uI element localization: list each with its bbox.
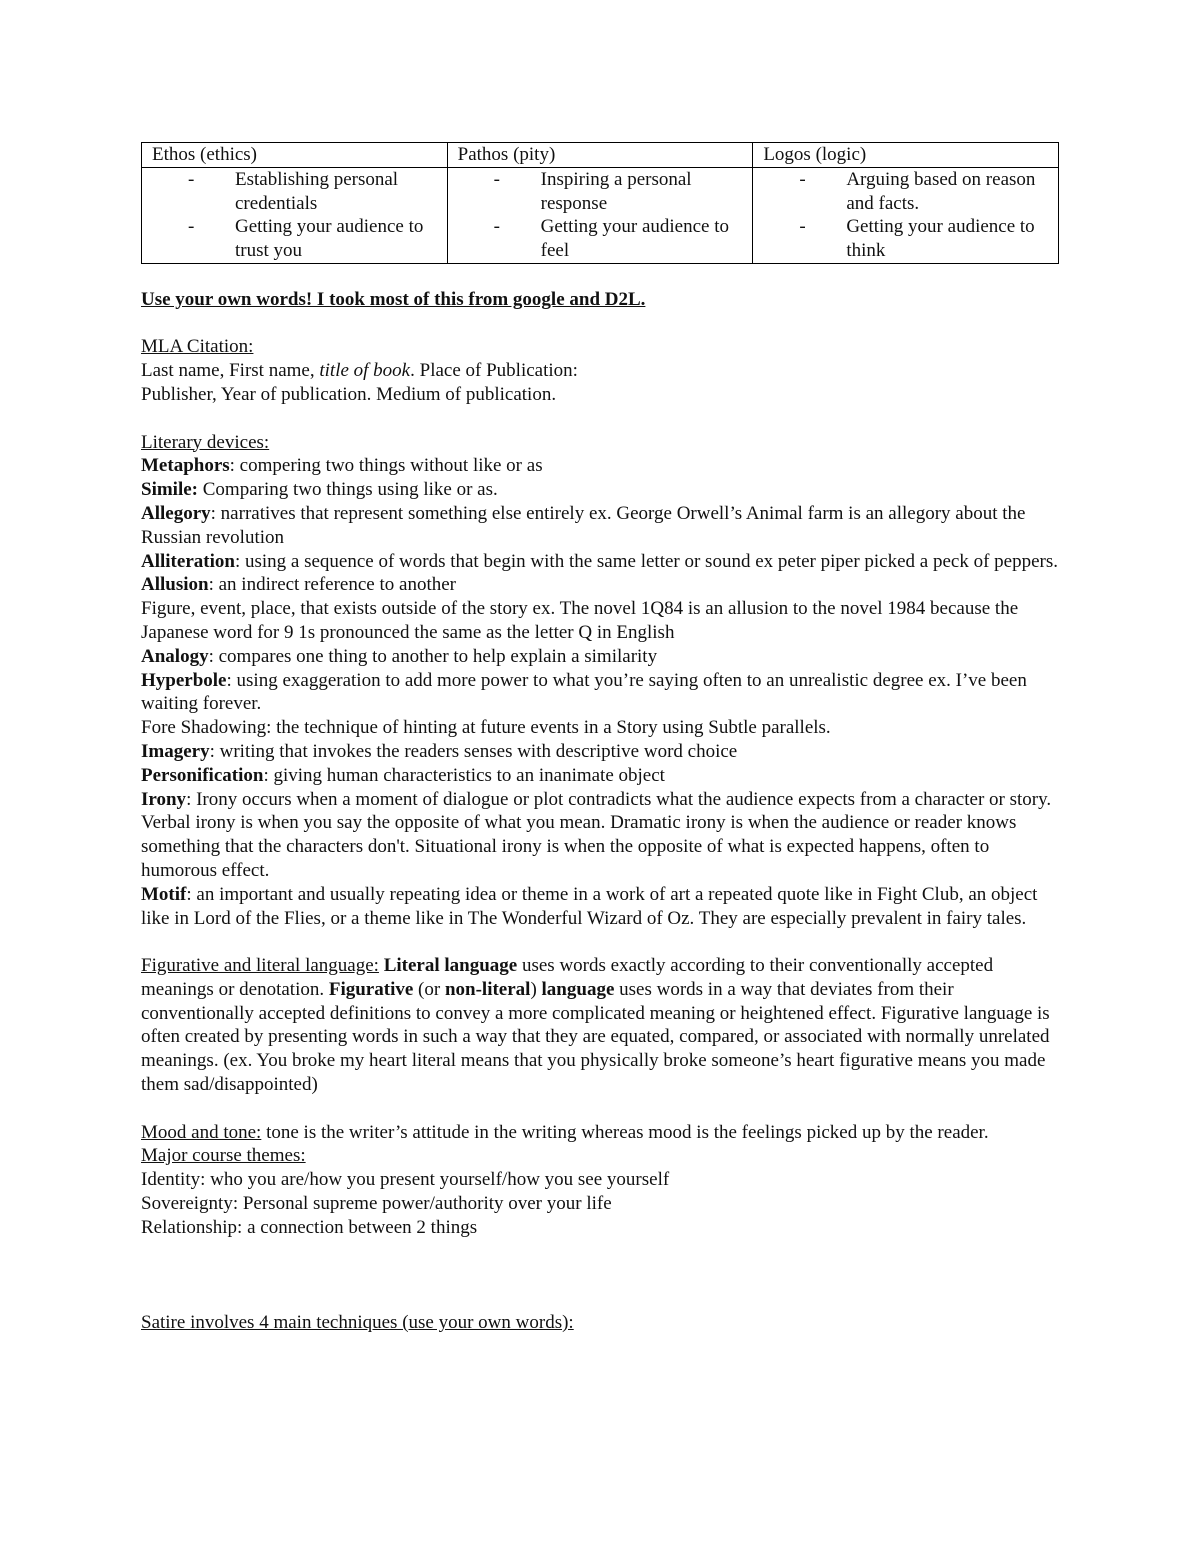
device-allusion: [141, 573, 1059, 597]
device-metaphors: [141, 454, 1059, 478]
logos-header: Logos (logic): [753, 143, 1059, 168]
figurative-paragraph: [141, 954, 1059, 1097]
text: ): [530, 978, 542, 1000]
list-item: [458, 215, 743, 263]
bullet-text: Arguing based on reason and facts.: [846, 168, 1036, 214]
definition: Comparing two things using like or as.: [198, 479, 498, 501]
bullet-dash: -: [188, 168, 195, 190]
term: Personification: [141, 764, 264, 786]
device-simile: [141, 478, 1059, 502]
bullet-text: Getting your audience to feel: [540, 216, 730, 262]
logos-cell: [753, 167, 1059, 263]
figurative-heading: Figurative and literal language:: [141, 955, 379, 977]
mla-text: Last name, First name,: [141, 360, 320, 382]
term: Literal language: [383, 955, 518, 977]
term: Alliteration: [141, 550, 235, 572]
satire-heading: Satire involves 4 main techniques (use your own words):: [141, 1312, 574, 1334]
list-item: [763, 168, 1048, 216]
definition: : Irony occurs when a moment of dialogue or plot contradicts what the audience expects from a character or story. Verbal irony is when you say the opposite of what you mean. Dramatic irony is when the audience or reader knows something that the characters don't. Situational irony is when the opposite of what is expected happens, often to humorous effect.: [141, 788, 1052, 881]
document-page: [141, 142, 1059, 1335]
theme-sovereignty: Sovereignty: Personal supreme power/authority over your life: [141, 1193, 612, 1215]
bullet-dash: -: [799, 216, 806, 238]
bullet-text: Inspiring a personal response: [540, 168, 692, 214]
device-analogy: [141, 645, 1059, 669]
definition: : writing that invokes the readers senses with descriptive word choice: [209, 740, 738, 762]
text: uses words in a way that deviates from their conventionally accepted definitions to convey a more complicated meaning or heightened effect. Figurative language is often created by presenting words in such a way that they are equated, compared, or associated with normally unrelated meanings. (ex. You broke my heart literal means that you physically broke someone’s heart figurative means you made them sad/disappointed): [141, 978, 1050, 1096]
mla-line-2: Publisher, Year of publication. Medium of publication.: [141, 383, 557, 405]
literary-heading: Literary devices:: [141, 431, 270, 453]
list-item: [152, 168, 437, 216]
term: language: [541, 978, 615, 1000]
definition: : narratives that represent something else entirely ex. George Orwell’s Animal farm is an allegory about the Russian revolution: [141, 502, 1026, 548]
definition: : an important and usually repeating idea or theme in a work of art a repeated quote like in Fight Club, an object like in Lord of the Flies, or a theme like in The Wonderful Wizard of Oz. They are especially prevalent in fairy tales.: [141, 883, 1038, 929]
device-imagery: [141, 740, 1059, 764]
mla-heading: MLA Citation:: [141, 336, 254, 358]
term: Imagery: [141, 740, 210, 762]
mood-paragraph: [141, 1121, 1059, 1145]
device-allusion-cont: Figure, event, place, that exists outside of the story ex. The novel 1Q84 is an allusion to the novel 1984 because the Japanese word for 9 1s pronounced the same as the letter Q in English: [141, 598, 1019, 643]
device-allegory: [141, 502, 1059, 550]
table-header-row: [142, 143, 1059, 168]
term: Figurative: [328, 978, 414, 1000]
list-item: [152, 215, 437, 263]
bullet-text: Establishing personal credentials: [235, 168, 399, 214]
mla-title-italic: title of book: [319, 360, 411, 382]
device-motif: [141, 883, 1059, 931]
bullet-dash: -: [493, 216, 500, 238]
term: Analogy: [141, 645, 209, 667]
theme-identity: Identity: who you are/how you present yourself/how you see yourself: [141, 1169, 670, 1191]
bullet-dash: -: [799, 168, 806, 190]
ethos-header: Ethos (ethics): [142, 143, 448, 168]
term: Metaphors: [141, 455, 230, 477]
list-item: [458, 168, 743, 216]
definition: : using a sequence of words that begin with the same letter or sound ex peter piper picked a peck of peppers.: [234, 550, 1059, 572]
bullet-dash: -: [188, 216, 195, 238]
device-irony: [141, 788, 1059, 883]
ethos-cell: [142, 167, 448, 263]
definition: : compering two things without like or as: [229, 455, 543, 477]
definition: : giving human characteristics to an inanimate object: [263, 764, 665, 786]
device-alliteration: [141, 550, 1059, 574]
device-hyperbole: [141, 669, 1059, 717]
term: Simile:: [141, 479, 198, 501]
table-body-row: [142, 167, 1059, 263]
bullet-dash: -: [493, 168, 500, 190]
device-personification: [141, 764, 1059, 788]
term: non-literal: [444, 978, 531, 1000]
mood-heading: Mood and tone:: [141, 1121, 262, 1143]
definition: : an indirect reference to another: [208, 574, 456, 596]
themes-heading: Major course themes:: [141, 1145, 306, 1167]
text: uses words exactly according to their conventionally accepted meanings or denotation.: [141, 955, 994, 1000]
rhetoric-table: [141, 142, 1059, 264]
mla-text: . Place of Publication:: [410, 360, 578, 382]
list-item: [763, 215, 1048, 263]
definition: : compares one thing to another to help explain a similarity: [208, 645, 658, 667]
text: (or: [413, 978, 445, 1000]
term: Allegory: [141, 502, 211, 524]
theme-relationship: Relationship: a connection between 2 things: [141, 1216, 478, 1238]
term: Allusion: [141, 574, 209, 596]
device-foreshadowing: Fore Shadowing: the technique of hinting at future events in a Story using Subtle parallels.: [141, 717, 831, 739]
pathos-header: Pathos (pity): [447, 143, 753, 168]
term: Motif: [141, 883, 187, 905]
bullet-text: Getting your audience to trust you: [235, 216, 424, 262]
mla-line-1: [141, 359, 1059, 383]
term: Hyperbole: [141, 669, 227, 691]
mood-text: tone is the writer’s attitude in the writing whereas mood is the feelings picked up by the reader.: [261, 1121, 989, 1143]
notice-line: Use your own words! I took most of this from google and D2L.: [141, 288, 646, 310]
term: Irony: [141, 788, 187, 810]
pathos-cell: [447, 167, 753, 263]
bullet-text: Getting your audience to think: [846, 216, 1035, 262]
definition: : using exaggeration to add more power to what you’re saying often to an unrealistic degree ex. I’ve been waiting forever.: [141, 669, 1027, 715]
